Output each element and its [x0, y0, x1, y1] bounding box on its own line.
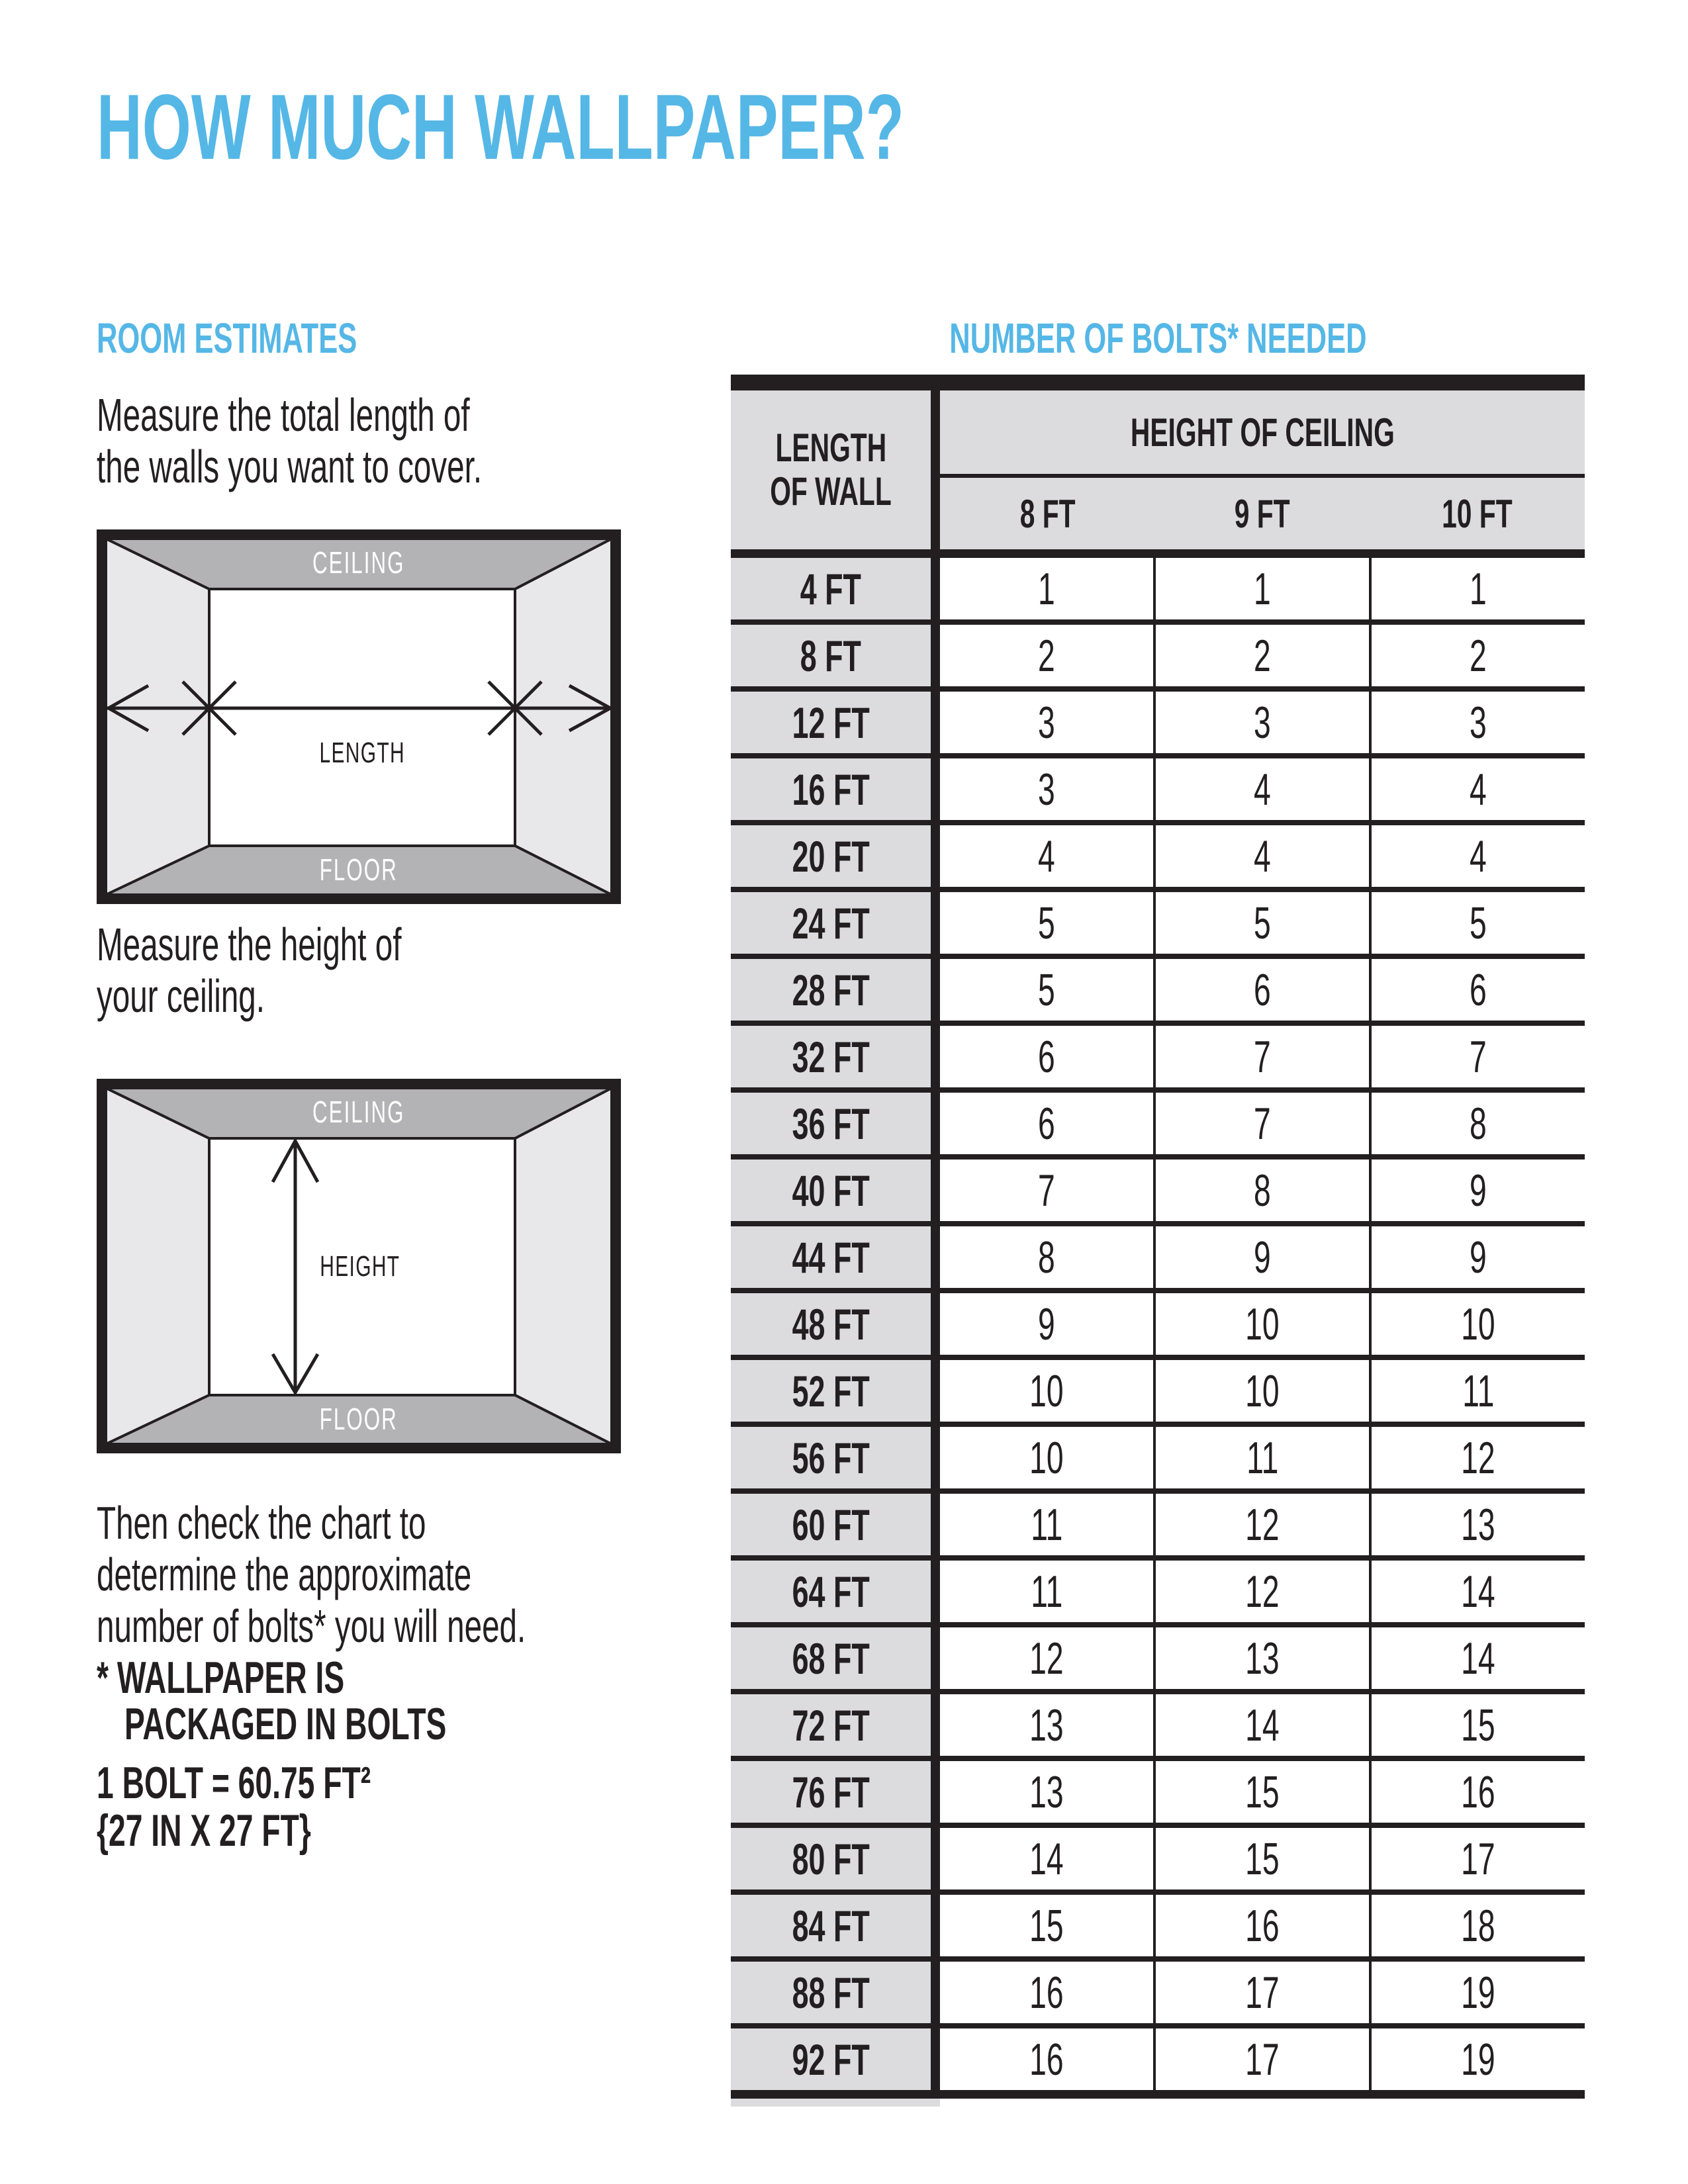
bolts-count-cell: 17 [1369, 1828, 1585, 1889]
bolts-table [731, 375, 1585, 2107]
floor-label: FLOOR [319, 1402, 398, 1437]
table-row [731, 1226, 1585, 1293]
measure-length-instruction: Measure the total length of the walls you want to cover. [97, 389, 483, 492]
bolts-count-cell: 13 [1369, 1494, 1585, 1555]
bolts-count-cell: 11 [1369, 1360, 1585, 1422]
bolts-count-cell: 8 [1369, 1093, 1585, 1154]
bolts-count-cell: 15 [1153, 1828, 1369, 1889]
bolts-table-heading: NUMBER OF BOLTS* NEEDED [949, 314, 1367, 362]
table-row [731, 1360, 1585, 1427]
bolts-count-cell: 12 [1153, 1494, 1369, 1555]
bolts-count-cell: 1 [1369, 558, 1585, 619]
bolts-count-cell: 7 [1153, 1026, 1369, 1087]
bolt-definition: 1 BOLT = 60.75 FT² {27 IN X 27 FT} [97, 1758, 371, 1856]
right-wall-surface [515, 1088, 612, 1444]
bolts-count-cell: 14 [1369, 1627, 1585, 1689]
table-row [731, 1895, 1585, 1962]
bolts-count-cell: 15 [1153, 1761, 1369, 1823]
wall-length-cell: 56 FT [731, 1427, 940, 1488]
table-row [731, 2028, 1585, 2099]
bolts-count-cell: 10 [940, 1427, 1153, 1488]
bolts-count-cell: 7 [940, 1160, 1153, 1221]
table-row [731, 1026, 1585, 1093]
table-body [731, 558, 1585, 2099]
ceiling-label: CEILING [312, 1095, 405, 1130]
bolts-count-cell: 5 [1369, 892, 1585, 954]
table-row [731, 625, 1585, 692]
bolts-count-cell: 12 [940, 1627, 1153, 1689]
floor-label: FLOOR [319, 853, 398, 887]
bolts-count-cell: 13 [940, 1694, 1153, 1756]
bolts-count-cell: 16 [940, 2028, 1153, 2090]
bolts-count-cell: 1 [940, 558, 1153, 619]
table-row [731, 1694, 1585, 1761]
bolts-count-cell: 8 [1153, 1160, 1369, 1221]
bolts-count-cell: 14 [1369, 1561, 1585, 1622]
wall-length-cell: 88 FT [731, 1962, 940, 2023]
bolts-count-cell: 13 [940, 1761, 1153, 1823]
table-row [731, 892, 1585, 959]
table-row [731, 1093, 1585, 1160]
bolts-count-cell: 4 [1153, 825, 1369, 887]
wall-length-cell: 44 FT [731, 1226, 940, 1288]
bolts-count-cell: 3 [1153, 692, 1369, 753]
wall-length-cell: 40 FT [731, 1160, 940, 1221]
table-row [731, 692, 1585, 758]
table-row [731, 1293, 1585, 1360]
ceiling-height-header-group [940, 390, 1585, 549]
ceiling-height-subheaders [940, 478, 1585, 549]
bolts-count-cell: 6 [940, 1093, 1153, 1154]
bolts-count-cell: 5 [940, 892, 1153, 954]
bolts-count-cell: 15 [940, 1895, 1153, 1956]
wall-length-cell: 8 FT [731, 625, 940, 686]
bolts-count-cell: 11 [940, 1494, 1153, 1555]
bolts-count-cell: 3 [940, 758, 1153, 820]
wall-length-cell: 32 FT [731, 1026, 940, 1087]
wall-length-cell: 12 FT [731, 692, 940, 753]
check-chart-instruction: Then check the chart to determine the approximate number of bolts* you will need. [97, 1497, 526, 1652]
column-header-9ft: 9 FT [1235, 491, 1290, 536]
bolts-count-cell: 19 [1369, 1962, 1585, 2023]
bolts-count-cell: 11 [940, 1561, 1153, 1622]
bolts-count-cell: 2 [1369, 625, 1585, 686]
bolts-count-cell: 10 [1369, 1293, 1585, 1355]
wall-length-cell: 48 FT [731, 1293, 940, 1355]
table-row [731, 758, 1585, 825]
bolts-count-cell: 19 [1369, 2028, 1585, 2090]
wall-length-cell: 64 FT [731, 1561, 940, 1622]
bolts-count-cell: 6 [1369, 959, 1585, 1021]
column-header-8ft: 8 FT [1019, 491, 1076, 536]
length-label: LENGTH [319, 736, 405, 769]
bolts-count-cell: 1 [1153, 558, 1369, 619]
table-row [731, 1561, 1585, 1627]
wall-length-cell: 16 FT [731, 758, 940, 820]
bolts-count-cell: 5 [940, 959, 1153, 1021]
bolts-count-cell: 18 [1369, 1895, 1585, 1956]
wall-length-cell: 28 FT [731, 959, 940, 1021]
wall-length-cell: 24 FT [731, 892, 940, 954]
table-row [731, 1494, 1585, 1561]
wall-length-cell: 72 FT [731, 1694, 940, 1756]
left-wall-surface [106, 1088, 209, 1444]
table-row [731, 825, 1585, 892]
bolts-count-cell: 16 [940, 1962, 1153, 2023]
measure-height-instruction: Measure the height of your ceiling. [97, 919, 402, 1022]
bolts-count-cell: 13 [1153, 1627, 1369, 1689]
bolts-count-cell: 12 [1369, 1427, 1585, 1488]
bolts-count-cell: 12 [1153, 1561, 1369, 1622]
table-row [731, 1160, 1585, 1226]
table-row [731, 1627, 1585, 1694]
wall-length-cell: 20 FT [731, 825, 940, 887]
bolts-count-cell: 11 [1153, 1427, 1369, 1488]
bolts-count-cell: 2 [940, 625, 1153, 686]
bolts-count-cell: 4 [940, 825, 1153, 887]
wall-length-cell: 92 FT [731, 2028, 940, 2090]
bolts-count-cell: 7 [1153, 1093, 1369, 1154]
bolts-count-cell: 2 [1153, 625, 1369, 686]
table-bottom-tab [731, 2099, 940, 2107]
wall-length-cell: 76 FT [731, 1761, 940, 1823]
bolts-count-cell: 16 [1369, 1761, 1585, 1823]
bolts-count-cell: 3 [1369, 692, 1585, 753]
wall-length-cell: 52 FT [731, 1360, 940, 1422]
bolts-count-cell: 16 [1153, 1895, 1369, 1956]
column-header-10ft: 10 FT [1442, 491, 1513, 536]
height-label: HEIGHT [320, 1250, 400, 1283]
wall-length-cell: 68 FT [731, 1627, 940, 1689]
bolts-count-cell: 4 [1153, 758, 1369, 820]
wall-length-cell: 60 FT [731, 1494, 940, 1555]
bolts-count-cell: 6 [1153, 959, 1369, 1021]
bolts-count-cell: 9 [1153, 1226, 1369, 1288]
back-wall-surface [209, 589, 515, 846]
bolts-count-cell: 10 [1153, 1293, 1369, 1355]
wall-length-column-header: LENGTH OF WALL [731, 390, 940, 549]
bolts-count-cell: 14 [1153, 1694, 1369, 1756]
table-row [731, 1828, 1585, 1895]
bolts-count-cell: 9 [1369, 1226, 1585, 1288]
page-title: HOW MUCH WALLPAPER? [97, 75, 904, 179]
room-height-diagram [97, 1079, 621, 1453]
bolts-count-cell: 9 [940, 1293, 1153, 1355]
bolts-count-cell: 6 [940, 1026, 1153, 1087]
bolts-count-cell: 9 [1369, 1160, 1585, 1221]
room-length-diagram [97, 529, 621, 904]
wall-length-cell: 84 FT [731, 1895, 940, 1956]
bolts-count-cell: 14 [940, 1828, 1153, 1889]
wall-length-cell: 4 FT [731, 558, 940, 619]
bolts-count-cell: 3 [940, 692, 1153, 753]
wall-length-cell: 80 FT [731, 1828, 940, 1889]
bolts-count-cell: 10 [940, 1360, 1153, 1422]
ceiling-height-group-header: HEIGHT OF CEILING [940, 390, 1585, 478]
bolts-count-cell: 7 [1369, 1026, 1585, 1087]
ceiling-label: CEILING [312, 546, 405, 580]
bolts-count-cell: 17 [1153, 2028, 1369, 2090]
table-row [731, 1962, 1585, 2028]
bolts-count-cell: 5 [1153, 892, 1369, 954]
table-top-rule [731, 375, 1585, 390]
table-row [731, 1427, 1585, 1494]
table-row [731, 558, 1585, 625]
bolts-count-cell: 17 [1153, 1962, 1369, 2023]
room-estimates-heading: ROOM ESTIMATES [97, 314, 357, 362]
wall-length-cell: 36 FT [731, 1093, 940, 1154]
bolts-count-cell: 10 [1153, 1360, 1369, 1422]
bolts-count-cell: 15 [1369, 1694, 1585, 1756]
wallpaper-bolts-footnote: * WALLPAPER IS PACKAGED IN BOLTS [97, 1653, 447, 1749]
bolts-count-cell: 8 [940, 1226, 1153, 1288]
bolts-count-cell: 4 [1369, 758, 1585, 820]
table-header [731, 390, 1585, 558]
table-row [731, 1761, 1585, 1828]
table-row [731, 959, 1585, 1026]
bolts-count-cell: 4 [1369, 825, 1585, 887]
